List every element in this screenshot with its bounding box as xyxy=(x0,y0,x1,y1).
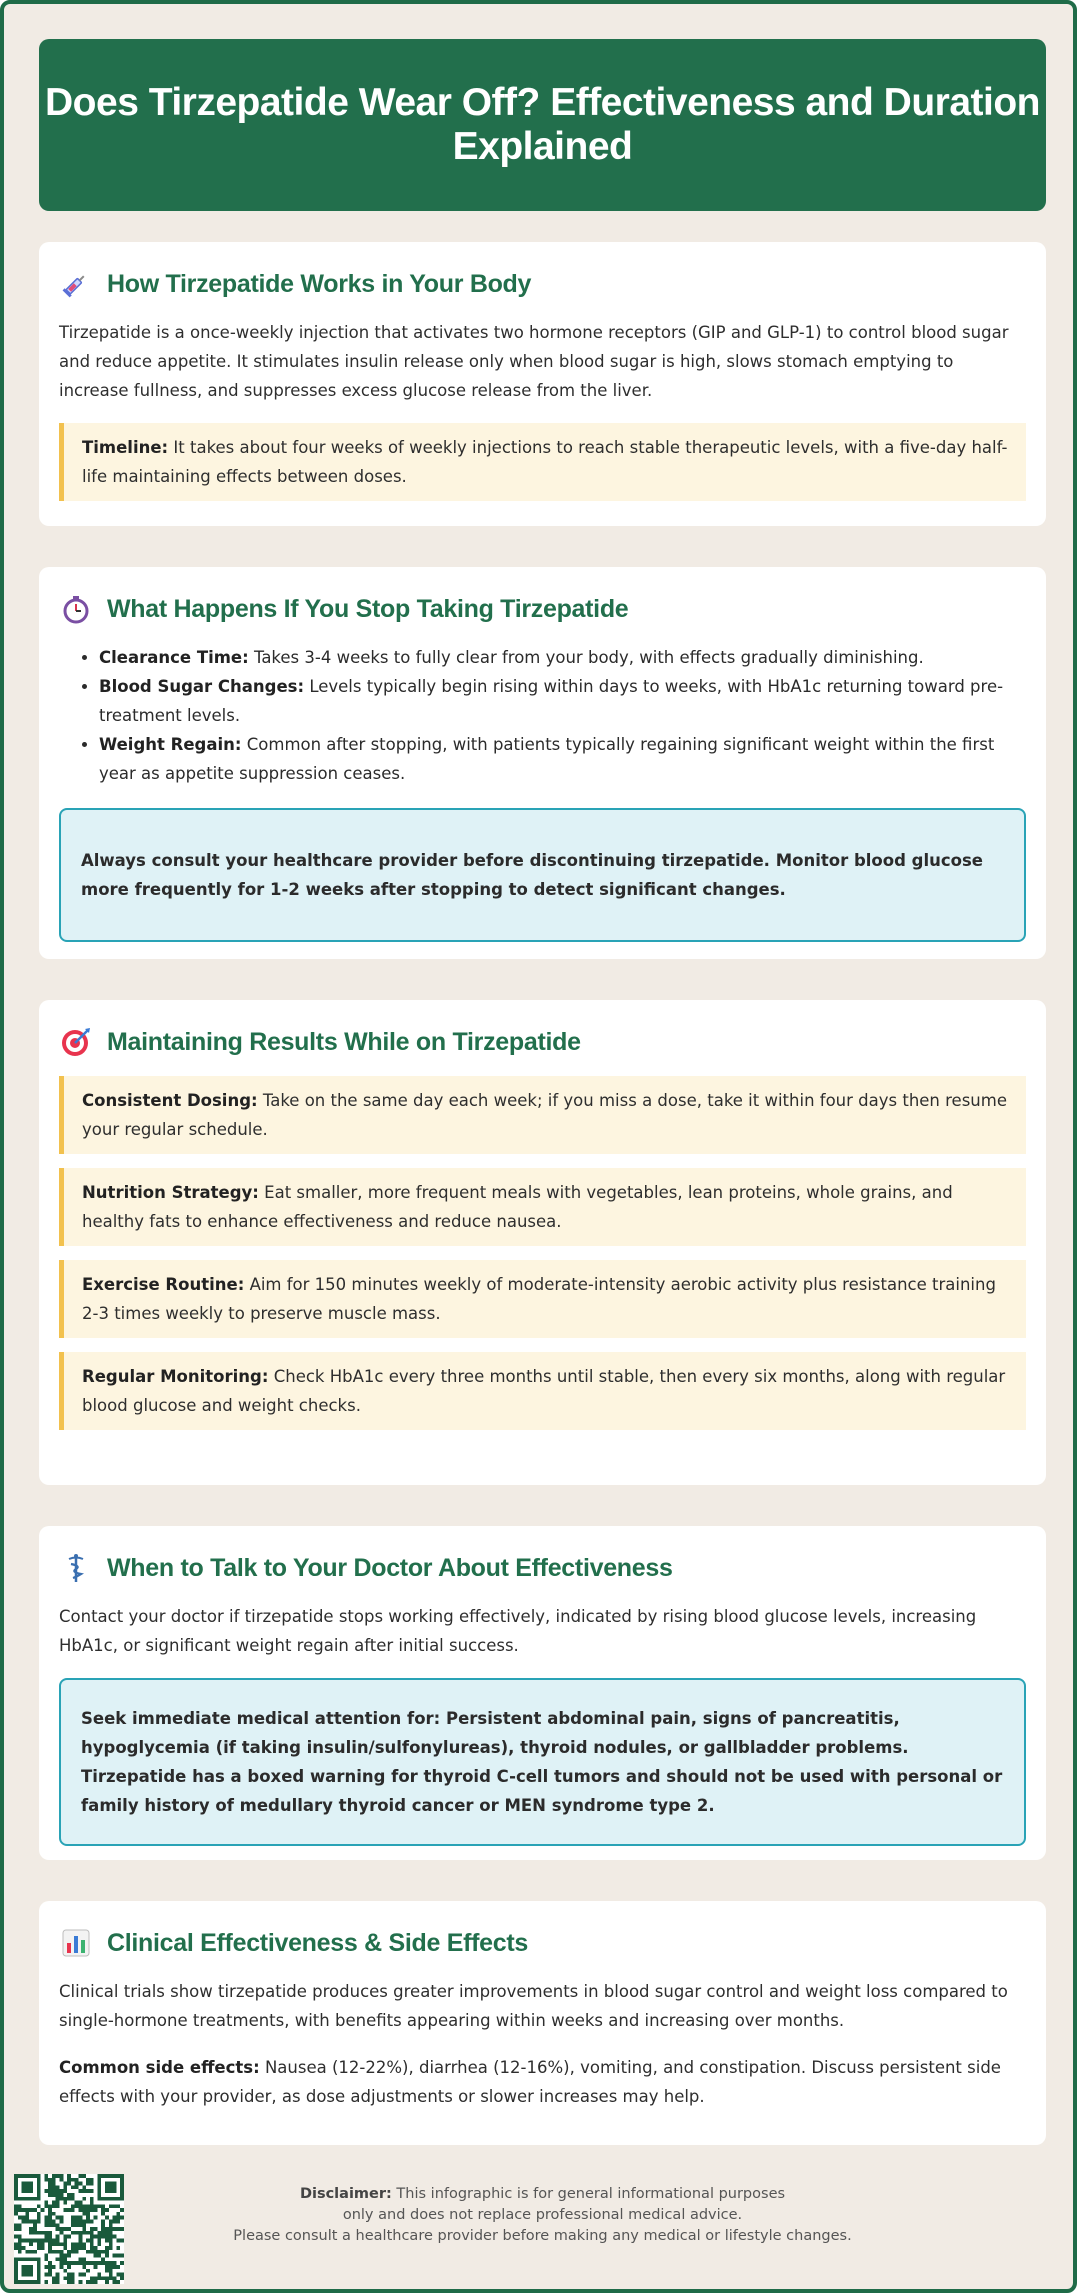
list-item xyxy=(99,672,1026,730)
nutrition-note xyxy=(59,1168,1026,1246)
disclaimer-line-2: only and does not replace professional medical advice. xyxy=(342,2207,743,2223)
page-title: Does Tirzepatide Wear Off? Effectiveness and Duration Explained xyxy=(45,81,1040,168)
list-item xyxy=(99,643,1026,672)
bar-chart-icon xyxy=(59,1926,93,1960)
note-text: Eat smaller, more frequent meals with vegetables, lean proteins, whole grains, and healthy fats to enhance effectiveness and reduce nausea. xyxy=(82,1183,953,1231)
list-item xyxy=(99,730,1026,788)
syringe-icon xyxy=(59,267,93,301)
note-text: Aim for 150 minutes weekly of moderate-intensity aerobic activity plus resistance training 2-3 times weekly to preserve muscle mass. xyxy=(82,1275,996,1323)
section-title: Clinical Effectiveness & Side Effects xyxy=(107,1928,529,1957)
section-clinical xyxy=(39,1901,1046,2145)
note-label: Regular Monitoring: xyxy=(82,1367,269,1386)
section-talk-to-doctor xyxy=(39,1526,1046,1860)
section-title: When to Talk to Your Doctor About Effectiveness xyxy=(107,1553,673,1582)
bullet-label: Weight Regain: xyxy=(99,735,242,754)
monitoring-note xyxy=(59,1352,1026,1430)
disclaimer-label: Disclaimer: xyxy=(299,2186,392,2202)
section-title: What Happens If You Stop Taking Tirzepatide xyxy=(107,594,629,623)
timeline-note xyxy=(59,423,1026,501)
note-text: It takes about four weeks of weekly injections to reach stable therapeutic levels, with a five-day half-life maintaining effects between doses. xyxy=(82,438,1008,486)
target-icon xyxy=(59,1025,93,1059)
section-maintaining xyxy=(39,1000,1046,1485)
stop-bullet-list xyxy=(59,643,1026,788)
bullet-label: Blood Sugar Changes: xyxy=(99,677,305,696)
bullet-text: Takes 3-4 weeks to fully clear from your body, with effects gradually diminishing. xyxy=(253,648,924,667)
side-effects-label: Common side effects: xyxy=(59,2058,260,2077)
dosing-note xyxy=(59,1076,1026,1154)
bullet-text: Levels typically begin rising within days to weeks, with HbA1c returning toward pre-treatment levels. xyxy=(99,677,1004,725)
note-label: Exercise Routine: xyxy=(82,1275,245,1294)
disclaimer-line-3: Please consult a healthcare provider before making any medical or lifestyle changes. xyxy=(233,2228,852,2244)
side-effects-text: Nausea (12-22%), diarrhea (12-16%), vomiting, and constipation. Discuss persistent side effects with your provider, as dose adjustments or slower increases may help. xyxy=(59,2058,1001,2106)
note-label: Timeline: xyxy=(82,438,169,457)
disclaimer xyxy=(204,2184,881,2247)
section-title: How Tirzepatide Works in Your Body xyxy=(107,269,532,298)
bullet-label: Clearance Time: xyxy=(99,648,249,667)
exercise-note xyxy=(59,1260,1026,1338)
section-body: Clinical trials show tirzepatide produces greater improvements in blood sugar control and weight loss compared to single-hormone treatments, with benefits appearing within weeks and increasing over months. xyxy=(59,1982,1008,2030)
section-how-it-works xyxy=(39,242,1046,526)
note-text: Check HbA1c every three months until stable, then every six months, along with regular blood glucose and weight checks. xyxy=(82,1367,1006,1415)
note-label: Consistent Dosing: xyxy=(82,1091,258,1110)
side-effects-paragraph xyxy=(59,2053,1026,2111)
medical-symbol-icon xyxy=(59,1551,93,1585)
bullet-text: Common after stopping, with patients typically regaining significant weight within the first year as appetite suppression ceases. xyxy=(99,735,995,783)
page-header xyxy=(39,39,1046,211)
note-text: Take on the same day each week; if you miss a dose, take it within four days then resume your regular schedule. xyxy=(82,1091,1007,1139)
qr-code-icon[interactable] xyxy=(14,2174,124,2284)
stop-alert-box: Always consult your healthcare provider before discontinuing tirzepatide. Monitor blood glucose more frequently for 1-2 weeks after stopping to detect significant changes. xyxy=(59,808,1026,942)
stopwatch-icon xyxy=(59,592,93,626)
section-title: Maintaining Results While on Tirzepatide xyxy=(107,1027,581,1056)
footer xyxy=(4,2174,1077,2294)
section-body: Tirzepatide is a once-weekly injection that activates two hormone receptors (GIP and GLP-1) to control blood sugar and reduce appetite. It stimulates insulin release only when blood sugar is high, slows stomach emptying to increase fullness, and suppresses excess glucose release from the liver. xyxy=(59,323,1009,400)
disclaimer-line-1: This infographic is for general informational purposes xyxy=(396,2186,786,2202)
note-label: Nutrition Strategy: xyxy=(82,1183,259,1202)
section-body: Contact your doctor if tirzepatide stops working effectively, indicated by rising blood glucose levels, increasing HbA1c, or significant weight regain after initial success. xyxy=(59,1607,977,1655)
section-stopping xyxy=(39,567,1046,959)
doctor-alert-box: Seek immediate medical attention for: Persistent abdominal pain, signs of pancreatitis, hypoglycemia (if taking insulin/sulfonylureas), thyroid nodules, or gallbladder problems. Tirzepatide has a boxed warning for thyroid C-cell tumors and should not be used with personal or family history of medullary thyroid cancer or MEN syndrome type 2. xyxy=(59,1678,1026,1846)
